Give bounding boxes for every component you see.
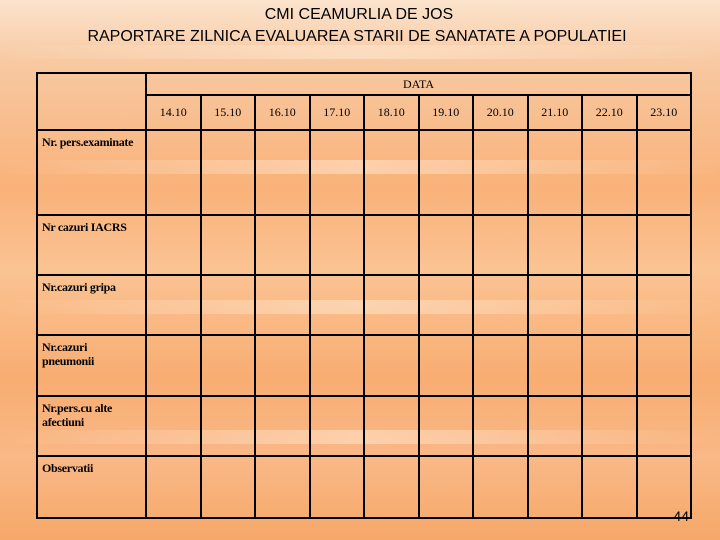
data-cell[interactable]	[146, 130, 201, 215]
slide-title: CMI CEAMURLIA DE JOS	[264, 6, 454, 23]
data-cell[interactable]	[528, 275, 583, 335]
data-cell[interactable]	[255, 396, 310, 456]
date-header: 19.10	[419, 95, 474, 130]
data-cell[interactable]	[582, 130, 637, 215]
data-cell[interactable]	[364, 215, 419, 275]
data-cell[interactable]	[473, 456, 528, 518]
data-cell[interactable]	[637, 130, 692, 215]
data-cell[interactable]	[310, 275, 365, 335]
row-label: Nr.cazuri pneumonii	[37, 335, 146, 396]
data-cell[interactable]	[419, 275, 474, 335]
row-label: Nr.pers.cu alte afectiuni	[37, 396, 146, 456]
page-number: 44	[673, 508, 689, 524]
data-cell[interactable]	[146, 456, 201, 518]
data-cell[interactable]	[528, 335, 583, 396]
data-cell[interactable]	[201, 275, 256, 335]
report-table	[36, 72, 692, 519]
data-cell[interactable]	[528, 456, 583, 518]
date-header: 16.10	[255, 95, 310, 130]
data-cell[interactable]	[473, 130, 528, 215]
data-cell[interactable]	[310, 215, 365, 275]
row-label: Nr.cazuri gripa	[37, 275, 146, 335]
row-label: Nr cazuri IACRS	[37, 215, 146, 275]
data-cell[interactable]	[528, 130, 583, 215]
data-cell[interactable]	[419, 396, 474, 456]
date-header: 21.10	[528, 95, 583, 130]
data-cell[interactable]	[201, 130, 256, 215]
data-cell[interactable]	[419, 456, 474, 518]
table-row	[37, 456, 691, 518]
data-cell[interactable]	[255, 335, 310, 396]
data-cell[interactable]	[419, 215, 474, 275]
data-cell[interactable]	[637, 215, 692, 275]
data-cell[interactable]	[637, 275, 692, 335]
data-cell[interactable]	[637, 396, 692, 456]
date-header: 17.10	[310, 95, 365, 130]
data-cell[interactable]	[582, 456, 637, 518]
corner-cell	[37, 73, 146, 130]
data-cell[interactable]	[528, 396, 583, 456]
data-cell[interactable]	[146, 215, 201, 275]
data-cell[interactable]	[364, 456, 419, 518]
data-cell[interactable]	[255, 130, 310, 215]
data-cell[interactable]	[419, 130, 474, 215]
data-cell[interactable]	[637, 335, 692, 396]
data-cell[interactable]	[473, 335, 528, 396]
data-cell[interactable]	[473, 215, 528, 275]
data-cell[interactable]	[582, 335, 637, 396]
data-cell[interactable]	[364, 396, 419, 456]
data-cell[interactable]	[201, 456, 256, 518]
data-cell[interactable]	[419, 335, 474, 396]
date-header: 18.10	[364, 95, 419, 130]
slide-subtitle: RAPORTARE ZILNICA EVALUAREA STARII DE SANATATE A POPULATIEI	[87, 28, 627, 45]
table-row	[37, 335, 691, 396]
data-cell[interactable]	[528, 215, 583, 275]
data-cell[interactable]	[255, 275, 310, 335]
date-header: 23.10	[637, 95, 692, 130]
data-cell[interactable]	[146, 275, 201, 335]
data-cell[interactable]	[201, 215, 256, 275]
data-header: DATA	[146, 73, 691, 95]
data-cell[interactable]	[255, 456, 310, 518]
data-cell[interactable]	[364, 275, 419, 335]
data-cell[interactable]	[201, 396, 256, 456]
data-cell[interactable]	[255, 215, 310, 275]
date-header: 14.10	[146, 95, 201, 130]
date-header: 20.10	[473, 95, 528, 130]
row-label: Nr. pers.examinate	[37, 130, 146, 215]
data-cell[interactable]	[310, 396, 365, 456]
data-cell[interactable]	[473, 275, 528, 335]
row-label: Observatii	[37, 456, 146, 518]
data-cell[interactable]	[582, 275, 637, 335]
data-cell[interactable]	[364, 335, 419, 396]
data-cell[interactable]	[201, 335, 256, 396]
data-cell[interactable]	[582, 215, 637, 275]
data-cell[interactable]	[146, 396, 201, 456]
data-cell[interactable]	[310, 456, 365, 518]
data-cell[interactable]	[364, 130, 419, 215]
data-cell[interactable]	[473, 396, 528, 456]
data-cell[interactable]	[146, 335, 201, 396]
date-header: 15.10	[201, 95, 256, 130]
table-row	[37, 130, 691, 215]
data-cell[interactable]	[310, 130, 365, 215]
table-row	[37, 275, 691, 335]
table-row	[37, 215, 691, 275]
data-cell[interactable]	[582, 396, 637, 456]
table-row	[37, 396, 691, 456]
data-cell[interactable]	[310, 335, 365, 396]
date-header: 22.10	[582, 95, 637, 130]
